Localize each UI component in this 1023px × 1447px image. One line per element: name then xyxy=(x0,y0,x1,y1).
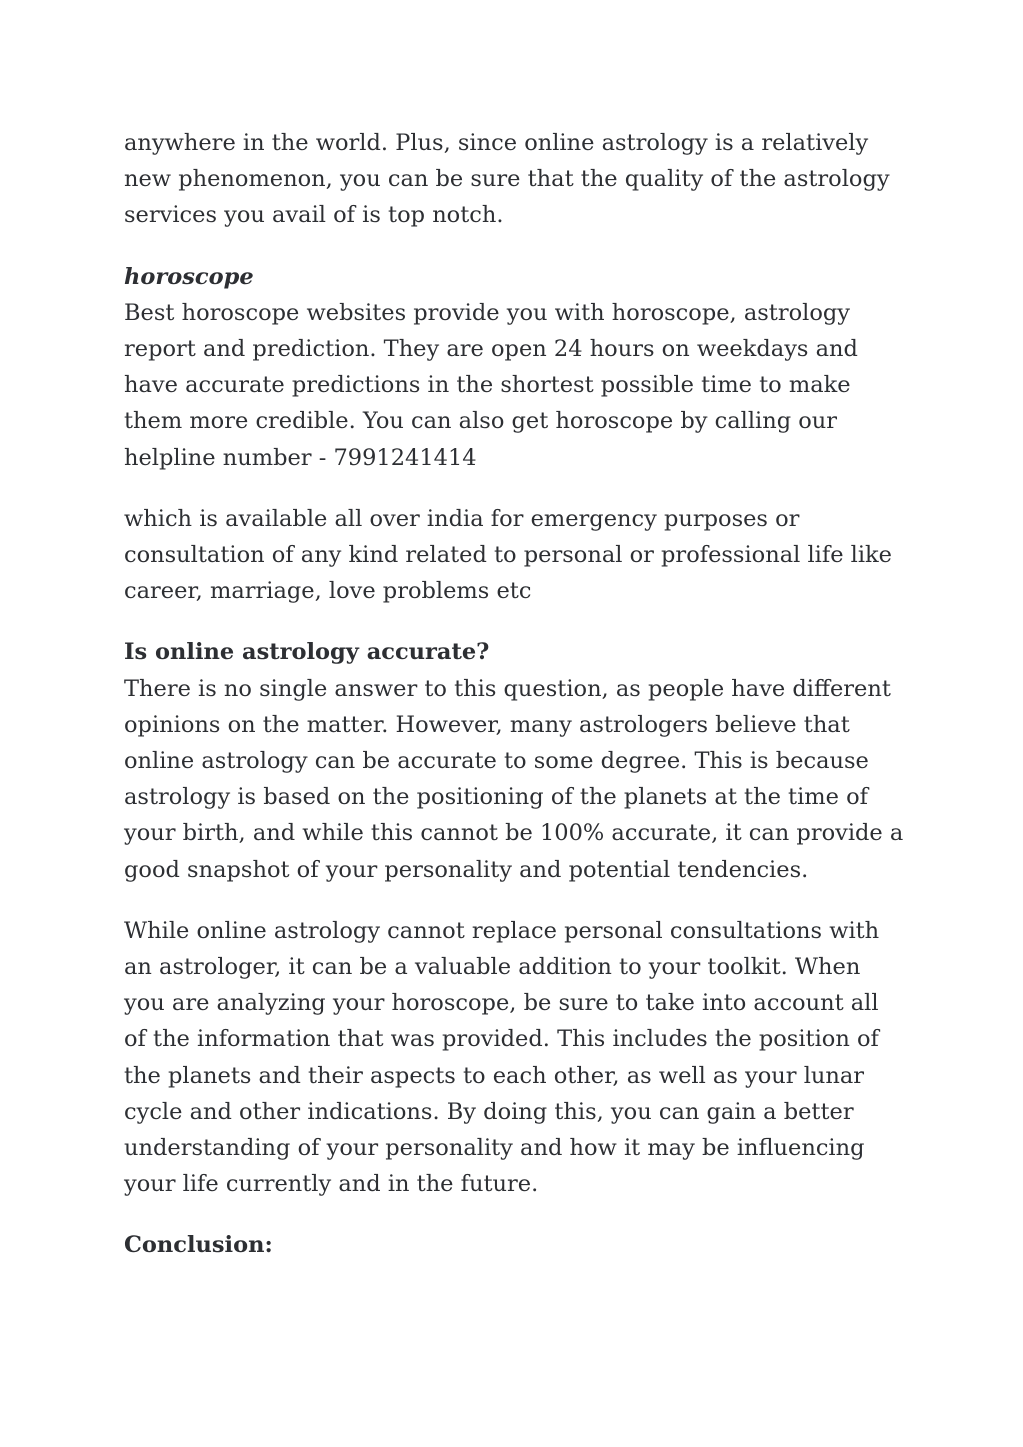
paragraph-line: helpline number - 7991241414 xyxy=(124,444,477,471)
paragraph-line: consultation of any kind related to personal or professional life like xyxy=(124,542,892,569)
paragraph-line: of the information that was provided. This includes the position of xyxy=(124,1026,879,1053)
paragraph-line: services you avail of is top notch. xyxy=(124,202,504,229)
paragraph-line: opinions on the matter. However, many astrologers believe that xyxy=(124,711,850,738)
paragraph-line: an astrologer, it can be a valuable addition to your toolkit. When xyxy=(124,954,861,981)
conclusion-heading: Conclusion: xyxy=(124,1232,273,1259)
paragraph-line: While online astrology cannot replace personal consultations with xyxy=(124,917,880,944)
paragraph-line: which is available all over india for emergency purposes or xyxy=(124,505,800,532)
conclusion-section xyxy=(124,1227,914,1263)
paragraph-line: report and prediction. They are open 24 hours on weekdays and xyxy=(124,336,858,363)
accuracy-heading: Is online astrology accurate? xyxy=(124,639,490,666)
paragraph-line: new phenomenon, you can be sure that the quality of the astrology xyxy=(124,166,890,193)
paragraph-line: career, marriage, love problems etc xyxy=(124,578,532,605)
paragraph-line: anywhere in the world. Plus, since online astrology is a relatively xyxy=(124,130,869,156)
paragraph-line: your birth, and while this cannot be 100% accurate, it can provide a xyxy=(124,820,904,847)
toolkit-paragraph xyxy=(124,913,914,1203)
intro-paragraph xyxy=(124,125,914,234)
paragraph-line: cycle and other indications. By doing this, you can gain a better xyxy=(124,1098,854,1125)
horoscope-section xyxy=(124,259,914,476)
paragraph-line: your life currently and in the future. xyxy=(124,1171,539,1198)
paragraph-line: There is no single answer to this question, as people have different xyxy=(124,675,891,702)
availability-paragraph xyxy=(124,501,914,610)
paragraph-line: online astrology can be accurate to some degree. This is because xyxy=(124,748,869,775)
paragraph-line: the planets and their aspects to each other, as well as your lunar xyxy=(124,1062,865,1089)
paragraph-line: you are analyzing your horoscope, be sure to take into account all xyxy=(124,990,879,1017)
paragraph-line: Best horoscope websites provide you with horoscope, astrology xyxy=(124,299,851,326)
paragraph-line: them more credible. You can also get horoscope by calling our xyxy=(124,408,838,435)
horoscope-heading: horoscope xyxy=(124,263,254,290)
paragraph-line: have accurate predictions in the shortest possible time to make xyxy=(124,372,851,399)
accuracy-section xyxy=(124,634,914,887)
paragraph-line: astrology is based on the positioning of the planets at the time of xyxy=(124,784,868,811)
paragraph-line: understanding of your personality and how it may be influencing xyxy=(124,1135,865,1162)
paragraph-line: good snapshot of your personality and potential tendencies. xyxy=(124,856,809,883)
document-page xyxy=(124,125,914,1289)
